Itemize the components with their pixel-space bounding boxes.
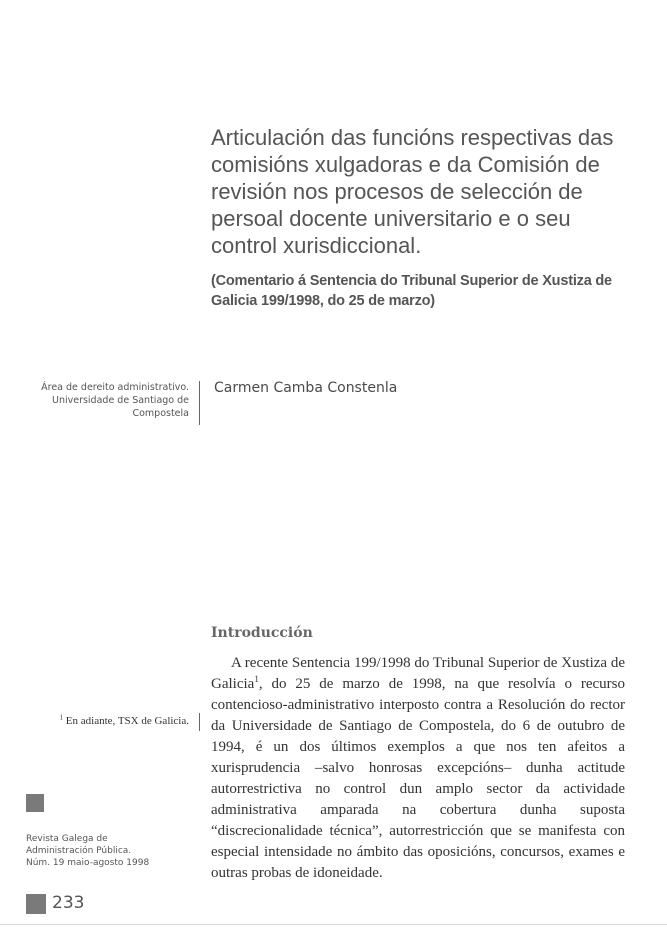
affiliation-line: Área de dereito administrativo. (41, 382, 189, 393)
affiliation-divider (199, 381, 200, 425)
journal-line: Revista Galega de (26, 834, 108, 844)
journal-marker-square (26, 794, 44, 812)
page-bottom-edge (0, 924, 667, 925)
affiliation-line: Universidade de Santiago de (51, 395, 189, 406)
paragraph-text-end: , do 25 de marzo de 1998, na que resolvía o recurso contencioso-administrativo interposto contra a Resolución do rector da Universidade de Santiago de Compostela, do 6 de outubro de 1994, é un dos últimos exemplos a que nos ten afeitos a xurisprudencia –salvo honrosas excepcións– dunha actitude autorrestrictiva no control dun amplo sector da actividade administrativa amparada na cobertura dunha suposta “discrecionalidade técnica”, autorrestricción que se manifesta con especial intensidade no ámbito das oposicións, concursos, exames e outras probas de idoneidade. (211, 676, 625, 881)
article-subtitle: (Comentario á Sentencia do Tribunal Superior de Xustiza de Galicia 199/1998, do 25 de marzo) (211, 273, 612, 309)
author-affiliation (0, 381, 189, 420)
footnote-number: 1 (59, 713, 64, 722)
journal-line: Administración Pública. (26, 846, 132, 856)
body-paragraph (211, 653, 625, 884)
page-number-marker (26, 894, 46, 914)
footnote-reference: 1 (254, 674, 259, 684)
footnote-divider (199, 713, 200, 731)
section-heading: Introducción (211, 625, 313, 641)
page-number: 233 (52, 893, 85, 913)
footnote-text: En adiante, TSX de Galicia. (63, 715, 189, 727)
author-name: Carmen Camba Constenla (214, 380, 398, 396)
footnote (0, 714, 189, 728)
article-title: Articulación das funcións respectivas das comisións xulgadoras e da Comisión de revisión nos procesos de selección de persoal docente universitario e o seu control xurisdiccional. (211, 125, 614, 258)
journal-line: Núm. 19 maio-agosto 1998 (26, 858, 150, 868)
journal-info (26, 833, 186, 869)
paragraph-text-start: A recente Sentencia 199/1998 do Tribunal Superior de Xustiza de Galicia (211, 655, 625, 692)
affiliation-line: Compostela (132, 408, 189, 419)
